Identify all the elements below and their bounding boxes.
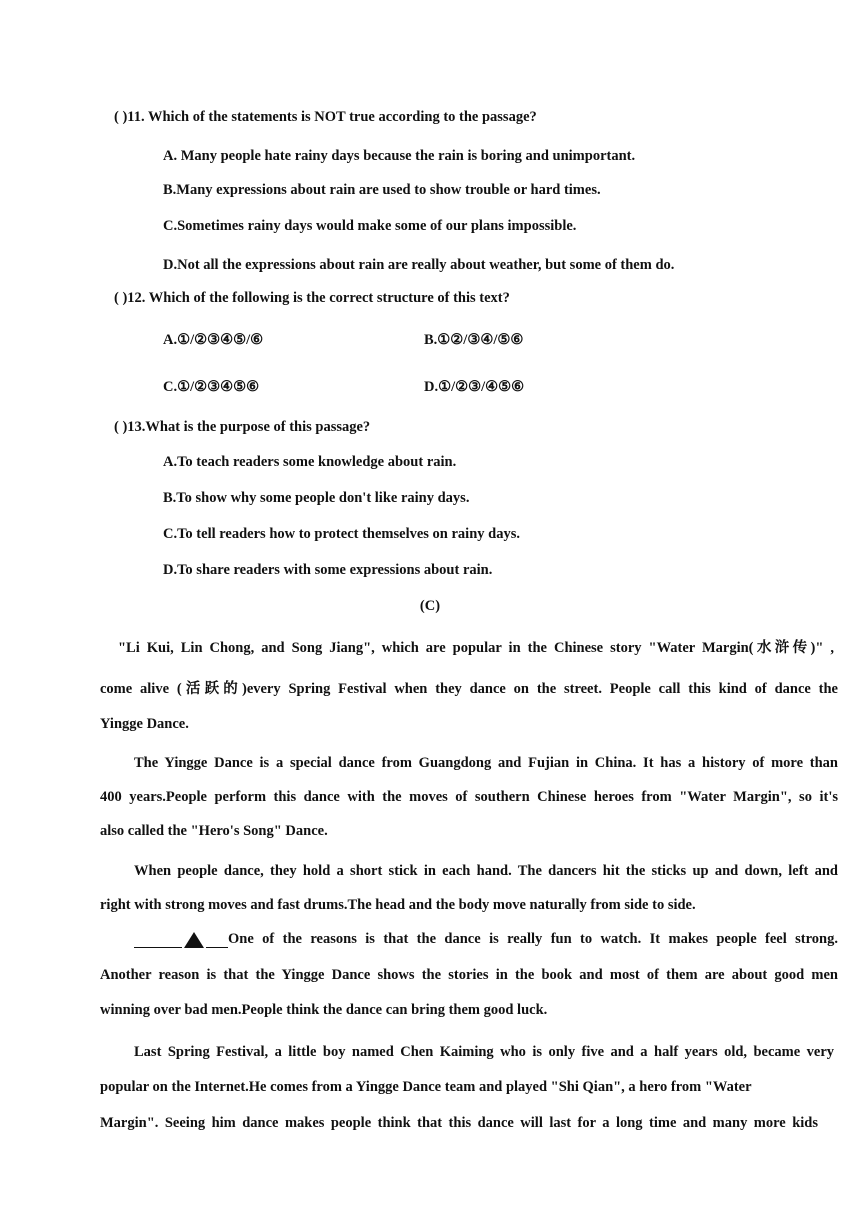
paragraph-3-line-1: When people dance, they hold a short stick in each hand. The dancers hit the sticks up and down, left and xyxy=(134,863,838,879)
paragraph-2-line-2: 400 years.People perform this dance with the moves of southern Chinese heroes from "Water Margin", so it's xyxy=(100,789,838,805)
question-11-stem: ( )11. Which of the statements is NOT true according to the passage? xyxy=(114,109,537,125)
question-11-option-c: C.Sometimes rainy days would make some of our plans impossible. xyxy=(163,218,577,234)
question-11-option-b: B.Many expressions about rain are used to show trouble or hard times. xyxy=(163,182,601,198)
paragraph-4-line-3: winning over bad men.People think the dance can bring them good luck. xyxy=(100,1002,548,1018)
question-12-option-a: A.①/②③④⑤/⑥ xyxy=(163,332,264,348)
paragraph-5-line-3: Margin". Seeing him dance makes people think that this dance will last for a long time and many more kids xyxy=(100,1115,818,1131)
question-11-option-d: D.Not all the expressions about rain are really about weather, but some of them do. xyxy=(163,257,675,273)
paragraph-4-line-2: Another reason is that the Yingge Dance shows the stories in the book and most of them are about good men xyxy=(100,967,838,983)
paragraph-5-line-2: popular on the Internet.He comes from a Yingge Dance team and played "Shi Qian", a hero from "Water xyxy=(100,1079,752,1095)
question-13-option-c: C.To tell readers how to protect themselves on rainy days. xyxy=(163,526,520,542)
paragraph-5-line-1: Last Spring Festival, a little boy named Chen Kaiming who is only five and a half years old, became very xyxy=(134,1044,834,1060)
question-13-option-d: D.To share readers with some expressions about rain. xyxy=(163,562,493,578)
question-13-option-a: A.To teach readers some knowledge about rain. xyxy=(163,454,457,470)
paragraph-2-line-1: The Yingge Dance is a special dance from Guangdong and Fujian in China. It has a history of more than xyxy=(134,755,838,771)
paragraph-4-line-1 xyxy=(134,931,838,948)
paragraph-2-line-3: also called the "Hero's Song" Dance. xyxy=(100,823,328,839)
question-12-option-d: D.①/②③/④⑤⑥ xyxy=(424,379,525,395)
question-12-stem: ( )12. Which of the following is the correct structure of this text? xyxy=(114,290,510,306)
section-heading: (C) xyxy=(419,598,441,614)
question-12-option-b: B.①②/③④/⑤⑥ xyxy=(424,332,524,348)
paragraph-3-line-2: right with strong moves and fast drums.The head and the body move naturally from side to side. xyxy=(100,897,696,913)
paragraph-1-line-2: come alive (活跃的)every Spring Festival when they dance on the street. People call this kind of dance the xyxy=(100,681,838,697)
paragraph-4-line-1-text: One of the reasons is that the dance is really fun to watch. It makes people feel strong. xyxy=(228,931,838,947)
triangle-icon xyxy=(184,932,204,948)
question-11-option-a: A. Many people hate rainy days because the rain is boring and unimportant. xyxy=(163,148,636,164)
paragraph-1-line-1: "Li Kui, Lin Chong, and Song Jiang", which are popular in the Chinese story "Water Margin(水浒传)" , xyxy=(118,640,834,656)
answer-blank-tail xyxy=(206,947,228,948)
paragraph-1-line-3: Yingge Dance. xyxy=(100,716,189,732)
answer-blank[interactable] xyxy=(134,947,182,948)
question-12-option-c: C.①/②③④⑤⑥ xyxy=(163,379,260,395)
question-13-stem: ( )13.What is the purpose of this passage? xyxy=(114,419,371,435)
question-13-option-b: B.To show why some people don't like rainy days. xyxy=(163,490,470,506)
